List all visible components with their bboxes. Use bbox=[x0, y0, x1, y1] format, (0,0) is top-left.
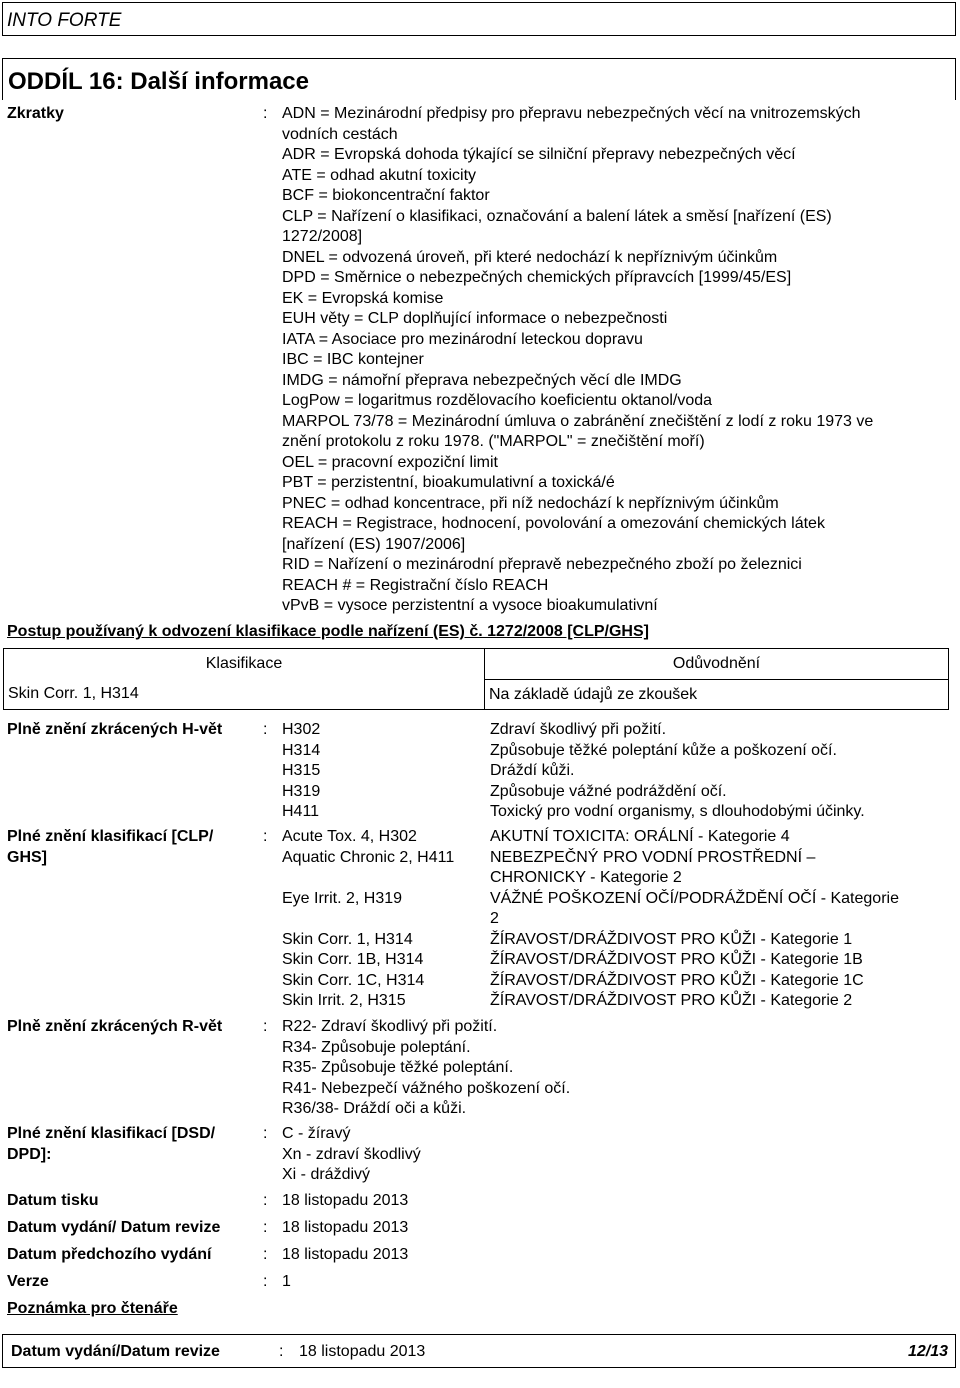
version-value: 1 bbox=[282, 1273, 291, 1290]
abbreviation-line: PBT = perzistentní, bioakumulativní a toxická/é bbox=[282, 474, 615, 491]
h-statement-code: H411 bbox=[282, 803, 320, 820]
h-statement-text: Způsobuje vážné podráždění očí. bbox=[490, 782, 727, 800]
abbreviations-colon: : bbox=[263, 105, 268, 122]
clp-texts bbox=[490, 827, 899, 1012]
clp-text: CHRONICKY - Kategorie 2 bbox=[490, 869, 682, 886]
abbreviation-line: ATE = odhad akutní toxicity bbox=[282, 166, 477, 184]
r-phrase-line: R41- Nebezpečí vážného poškození očí. bbox=[282, 1079, 571, 1097]
clp-code: Aquatic Chronic 2, H411 bbox=[282, 848, 455, 866]
justification-cell: Na základě údajů ze zkoušek bbox=[485, 680, 949, 710]
abbreviation-line: 1272/2008] bbox=[282, 228, 363, 245]
abbreviation-line: znění protokolu z roku 1978. ("MARPOL" = znečištění moří) bbox=[282, 433, 705, 450]
previous-date-colon: : bbox=[263, 1246, 268, 1263]
dsd-label bbox=[7, 1124, 215, 1165]
h-statements-colon: : bbox=[263, 721, 268, 738]
version-colon: : bbox=[263, 1273, 268, 1290]
page-header bbox=[2, 2, 956, 36]
abbreviation-line: CLP = Nařízení o klasifikaci, označování a balení látek a směsí [nařízení (ES) bbox=[282, 207, 832, 225]
clp-colon: : bbox=[263, 828, 268, 845]
h-statement-text: Toxický pro vodní organismy, s dlouhodobými účinky. bbox=[490, 803, 865, 820]
abbreviations-list bbox=[282, 104, 873, 617]
page-number: 12/13 bbox=[907, 1343, 948, 1360]
h-statement-code: H302 bbox=[282, 721, 321, 738]
previous-date-value: 18 listopadu 2013 bbox=[282, 1246, 409, 1263]
previous-date-label: Datum předchozího vydání bbox=[7, 1246, 212, 1263]
abbreviation-line: LogPow = logaritmus rozdělovacího koeficientu oktanol/voda bbox=[282, 392, 713, 409]
abbreviation-line: DNEL = odvozená úroveň, při které nedochází k nepříznivým účinkům bbox=[282, 248, 778, 266]
dsd-label-line1: Plné znění klasifikací [DSD/ bbox=[7, 1125, 216, 1142]
dsd-colon: : bbox=[263, 1125, 268, 1142]
clp-code: Skin Corr. 1B, H314 bbox=[282, 951, 424, 968]
clp-label-line2: GHS] bbox=[7, 848, 47, 866]
justification-header: Odůvodnění bbox=[485, 649, 949, 680]
clp-text: VÁŽNÉ POŠKOZENÍ OČÍ/PODRÁŽDĚNÍ OČÍ - Kategorie bbox=[490, 889, 899, 907]
abbreviation-line: EUH věty = CLP doplňující informace o nebezpečnosti bbox=[282, 310, 668, 327]
print-date-label: Datum tisku bbox=[7, 1192, 99, 1209]
h-statement-texts bbox=[490, 720, 865, 823]
clp-code bbox=[282, 868, 454, 889]
abbreviation-line: PNEC = odhad koncentrace, při níž nedochází k nepříznivým účinkům bbox=[282, 494, 779, 512]
classification-cell: Skin Corr. 1, H314 bbox=[4, 680, 485, 710]
abbreviation-line: IATA = Asociace pro mezinárodní leteckou dopravu bbox=[282, 330, 643, 348]
abbreviation-line: ADR = Evropská dohoda týkající se silniční přepravy nebezpečných věcí bbox=[282, 146, 796, 163]
clp-text: 2 bbox=[490, 910, 499, 927]
clp-text: AKUTNÍ TOXICITA: ORÁLNÍ - Kategorie 4 bbox=[490, 828, 790, 845]
section-header bbox=[2, 58, 956, 100]
clp-text: ŽÍRAVOST/DRÁŽDIVOST PRO KŮŽI - Kategorie 1C bbox=[490, 971, 864, 989]
abbreviation-line: REACH = Registrace, hodnocení, povolování a omezování chemických látek bbox=[282, 515, 825, 532]
abbreviation-line: RID = Nařízení o mezinárodní přepravě nebezpečného zboží po železnici bbox=[282, 556, 802, 573]
reader-note-label: Poznámka pro čtenáře bbox=[7, 1300, 178, 1317]
method-title: Postup používaný k odvození klasifikace podle nařízení (ES) č. 1272/2008 [CLP/GHS] bbox=[7, 623, 649, 640]
clp-code: Eye Irrit. 2, H319 bbox=[282, 889, 403, 907]
r-phrase-line: R22- Zdraví škodlivý při požití. bbox=[282, 1018, 498, 1035]
clp-codes bbox=[282, 827, 454, 1012]
abbreviations-label: Zkratky bbox=[7, 105, 64, 122]
abbreviation-line: vPvB = vysoce perzistentní a vysoce bioakumulativní bbox=[282, 597, 658, 614]
r-phrase-line: R36/38- Dráždí oči a kůži. bbox=[282, 1100, 467, 1117]
print-date-colon: : bbox=[263, 1192, 268, 1209]
footer-date-value: 18 listopadu 2013 bbox=[299, 1343, 426, 1360]
issue-date-label: Datum vydání/ Datum revize bbox=[7, 1219, 221, 1236]
print-date-value: 18 listopadu 2013 bbox=[282, 1192, 409, 1209]
h-statements-label: Plně znění zkrácených H-vět bbox=[7, 721, 223, 738]
h-statement-text: Dráždí kůži. bbox=[490, 762, 575, 779]
abbreviation-line: IBC = IBC kontejner bbox=[282, 351, 424, 368]
dsd-line: C - žíravý bbox=[282, 1125, 351, 1142]
abbreviation-line: BCF = biokoncentrační faktor bbox=[282, 187, 490, 204]
classification-table bbox=[3, 648, 949, 710]
r-phrases-colon: : bbox=[263, 1018, 268, 1035]
issue-date-value: 18 listopadu 2013 bbox=[282, 1219, 409, 1236]
abbreviation-line: OEL = pracovní expoziční limit bbox=[282, 453, 498, 471]
r-phrases-label: Plně znění zkrácených R-vět bbox=[7, 1018, 223, 1035]
issue-date-colon: : bbox=[263, 1219, 268, 1236]
h-statement-code: H315 bbox=[282, 762, 321, 779]
dsd-line: Xi - dráždivý bbox=[282, 1166, 371, 1183]
abbreviation-line: IMDG = námořní přeprava nebezpečných věcí dle IMDG bbox=[282, 371, 682, 389]
clp-label bbox=[7, 827, 213, 868]
clp-code: Acute Tox. 4, H302 bbox=[282, 828, 417, 845]
product-name: INTO FORTE bbox=[7, 10, 122, 31]
abbreviation-line: EK = Evropská komise bbox=[282, 289, 444, 307]
abbreviation-line: [nařízení (ES) 1907/2006] bbox=[282, 535, 466, 553]
abbreviation-line: vodních cestách bbox=[282, 125, 398, 143]
h-statement-code: H314 bbox=[282, 741, 321, 759]
page-footer bbox=[2, 1334, 956, 1368]
clp-code: Skin Irrit. 2, H315 bbox=[282, 992, 406, 1009]
h-statement-text: Zdraví škodlivý při požití. bbox=[490, 721, 667, 738]
clp-code: Skin Corr. 1C, H314 bbox=[282, 971, 425, 989]
clp-text: ŽÍRAVOST/DRÁŽDIVOST PRO KŮŽI - Kategorie 1 bbox=[490, 930, 853, 948]
clp-code bbox=[282, 909, 454, 930]
clp-text: ŽÍRAVOST/DRÁŽDIVOST PRO KŮŽI - Kategorie 1B bbox=[490, 951, 863, 968]
clp-text: NEBEZPEČNÝ PRO VODNÍ PROSTŘEDNÍ – bbox=[490, 848, 816, 866]
footer-colon: : bbox=[279, 1343, 284, 1360]
section-title: ODDÍL 16: Další informace bbox=[8, 68, 309, 95]
h-statement-codes bbox=[282, 720, 320, 823]
r-phrase-line: R35- Způsobuje těžké poleptání. bbox=[282, 1059, 514, 1076]
r-phrases-list bbox=[282, 1017, 570, 1120]
r-phrase-line: R34- Způsobuje poleptání. bbox=[282, 1038, 471, 1056]
footer-date-label: Datum vydání/Datum revize bbox=[11, 1343, 220, 1360]
version-label: Verze bbox=[7, 1273, 49, 1290]
dsd-list bbox=[282, 1124, 421, 1186]
h-statement-text: Způsobuje těžké poleptání kůže a poškození očí. bbox=[490, 741, 837, 759]
abbreviation-line: DPD = Směrnice o nebezpečných chemických přípravcích [1999/45/ES] bbox=[282, 269, 792, 286]
abbreviation-line: REACH # = Registrační číslo REACH bbox=[282, 576, 549, 594]
abbreviation-line: MARPOL 73/78 = Mezinárodní úmluva o zabránění znečištění z lodí z roku 1973 ve bbox=[282, 412, 874, 430]
h-statement-code: H319 bbox=[282, 782, 321, 800]
clp-text: ŽÍRAVOST/DRÁŽDIVOST PRO KŮŽI - Kategorie 2 bbox=[490, 992, 853, 1009]
clp-code: Skin Corr. 1, H314 bbox=[282, 930, 413, 948]
abbreviation-line: ADN = Mezinárodní předpisy pro přepravu nebezpečných věcí na vnitrozemských bbox=[282, 105, 861, 122]
dsd-line: Xn - zdraví škodlivý bbox=[282, 1145, 421, 1163]
classification-header: Klasifikace bbox=[4, 649, 485, 680]
clp-label-line1: Plné znění klasifikací [CLP/ bbox=[7, 828, 214, 845]
dsd-label-line2: DPD]: bbox=[7, 1145, 52, 1163]
